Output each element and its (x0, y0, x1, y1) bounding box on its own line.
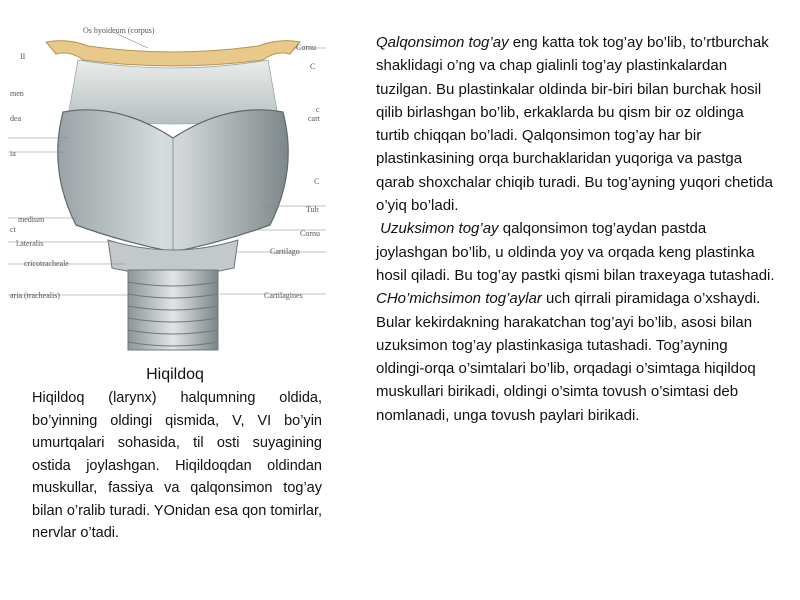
label-r8: Cartilago (270, 247, 300, 256)
label-r2: C (310, 62, 316, 71)
left-paragraph: Hiqildoq (larynx) halqumning oldida, bo’yinning oldingi qismida, V, VI bo’yin umurtqalari sohasida, til osti suyagining ostida joylashgan. Hiqildoqdan oldindan muskullar, fassiya va qalqonsimon tog’ay bilan o’ralib turadi. YOnidan esa qon tomirlar, nervlar o’tadi. (32, 390, 322, 541)
figure-caption: Hiqildoq (146, 366, 204, 383)
label-l7: l.ateralis (16, 239, 44, 248)
label-l9: aria (trachealis) (10, 291, 60, 300)
paragraph-cricoid (376, 217, 776, 287)
term-arytenoid: CHo’michsimon tog’aylar (376, 290, 542, 308)
label-r5: C (314, 177, 320, 186)
text-cricoid: qalqonsimon tog’aydan pastda joylashgan bo’lib, u oldinda yoy va orqada keng plastinka hosil qiladi. Bu tog’ay pastki qismi bilan traxeyaga tutashadi. (376, 220, 775, 284)
paragraph-thyroid (376, 31, 776, 217)
label-r7: Cornu (300, 229, 320, 238)
label-l2: men (10, 89, 24, 98)
label-r9: Cartilagines (264, 291, 303, 300)
label-hyoid: Os hyoideum (corpus) (83, 26, 155, 35)
term-cricoid: Uzuksimon tog’ay (380, 220, 499, 238)
label-l5: medium (18, 215, 45, 224)
term-thyroid: Qalqonsimon tog’ay (376, 34, 509, 51)
label-r1: Cornu (296, 43, 316, 52)
label-l1: II (20, 52, 26, 61)
paragraph-arytenoid (376, 287, 776, 427)
right-text-column (376, 31, 776, 427)
label-r3: c (316, 105, 320, 114)
label-r6: Tub (306, 205, 319, 214)
trachea-rings-group (128, 270, 218, 350)
label-l6: ct (10, 225, 16, 234)
text-thyroid: eng katta tok tog’ay bo’lib, to’rtburchak shaklidagi o’ng va chap gialinli tog’ay plastinkalardan tuzilgan. Bu plastinkalar oldinda bir-biri bilan burchak hosil qilib birlashgan bo’lib, erkaklarda bu qism bir oz oldinga turtib chiqqan bo’ladi. Qalqonsimon tog’ay har bir plastinkasining orqa burchaklaridan yuqoriga va pastga qarab shoxchalar chiqib turadi. Bu tog’ayning yuqori chetida o’yiq bo’ladi. (376, 34, 773, 215)
label-l8: cricotracheale (24, 259, 69, 268)
label-l4: ia (10, 149, 16, 158)
label-l3: dea (10, 114, 22, 123)
text-arytenoid: uch qirrali piramidaga o’xshaydi. Bular kekirdakning harakatchan tog’ayi bo’lib, asosi bilan uzuksimon tog’ay plastinkasiga tutashadi. Tog’ayning oldingi-orqa o’simtalari bo’lib, orqadagi o’simtaga hiqildoq muskullari birikadi, oldingi o’simta tovush o’simtasi deb nomlanadi, unga tovush paylari birikadi. (376, 290, 761, 424)
larynx-illustration (8, 20, 338, 360)
label-r4: cart (308, 114, 320, 123)
